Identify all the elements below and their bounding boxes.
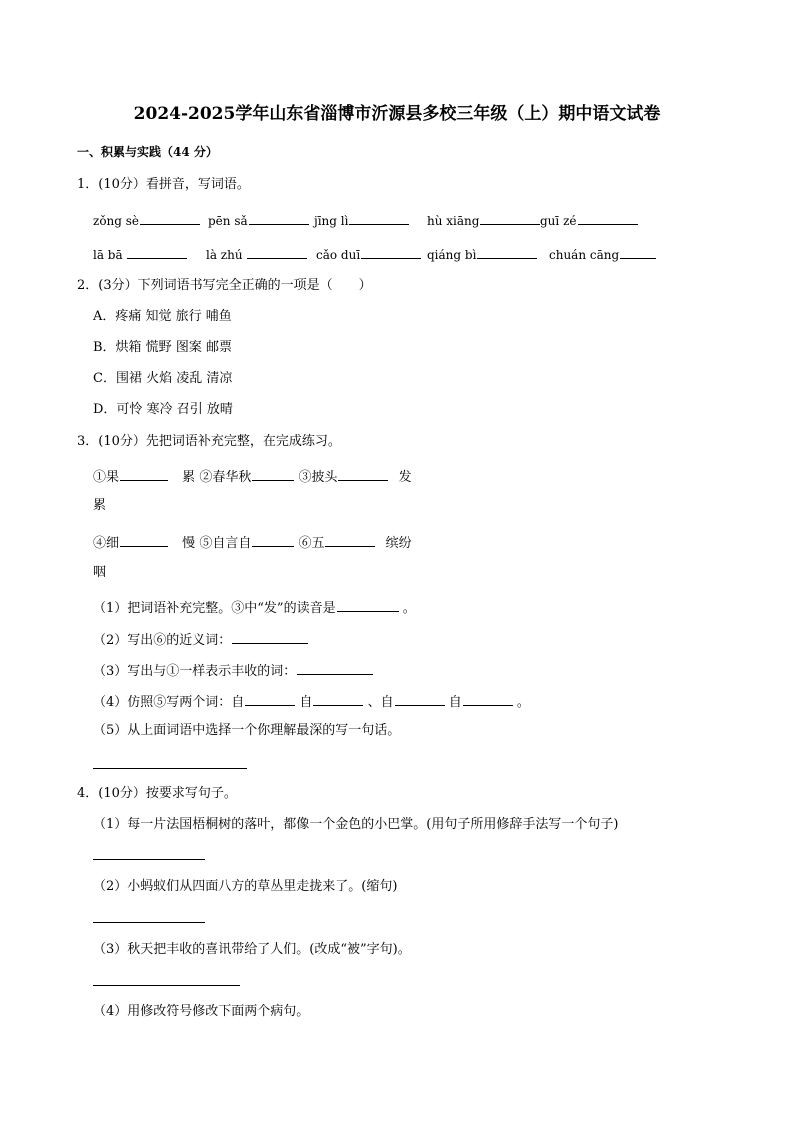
answer-line <box>93 768 247 769</box>
pinyin-item: chuán cāng <box>549 246 656 261</box>
q3-sub-4: （4）仿照⑤写两个词：自 自 、自 自 。 <box>93 695 530 710</box>
q4-sub-4: （4）用修改符号修改下面两个病句。 <box>93 1004 310 1019</box>
pinyin-item: jīng lì <box>314 212 409 227</box>
section-heading: 一、积累与实践（44 分） <box>77 145 218 159</box>
option-a: A．疼痛 知觉 旅行 哺鱼 <box>93 309 232 324</box>
question-1-stem: 1．(10分）看拼音，写词语。 <box>77 177 250 192</box>
pinyin-item: là zhú <box>206 246 307 261</box>
q3-sub-2: （2）写出⑥的近义词： <box>93 631 308 647</box>
pinyin-item: guī zé <box>540 212 638 227</box>
answer-line <box>93 859 205 860</box>
question-4-stem: 4．(10分）按要求写句子。 <box>77 786 237 801</box>
idiom-line-1: ①果 累 ②春华秋 ③披头 发 <box>93 470 412 485</box>
q3-sub-5: （5）从上面词语中选择一个你理解最深的写一句话。 <box>93 723 401 738</box>
answer-line <box>93 922 205 923</box>
pinyin-item: zǒng sè <box>93 212 200 227</box>
pinyin-item: pēn sǎ <box>208 212 309 227</box>
q4-sub-2: （2）小蚂蚁们从四面八方的草丛里走拢来了。(缩句) <box>93 879 398 894</box>
page-title: 2024-2025学年山东省淄博市沂源县多校三年级（上）期中语文试卷 <box>133 104 661 124</box>
pinyin-item: lā bā <box>93 246 187 261</box>
question-3-stem: 3．(10分）先把词语补充完整，在完成练习。 <box>77 434 341 449</box>
idiom-line-2-wrap: 咽 <box>93 565 107 580</box>
idiom-line-2: ④细 慢 ⑤自言自 ⑥五 缤纷 <box>93 536 412 551</box>
question-2-stem: 2．(3分）下列词语书写完全正确的一项是（ ） <box>77 278 372 293</box>
pinyin-item: hù xiāng <box>427 212 540 227</box>
q4-sub-3: （3）秋天把丰收的喜讯带给了人们。(改成“被”字句)。 <box>93 942 411 957</box>
q3-sub-1: （1）把词语补充完整。③中“发”的读音是 。 <box>93 601 416 616</box>
option-d: D．可怜 寒冷 召引 放晴 <box>93 402 233 417</box>
q3-sub-3: （3）写出与①一样表示丰收的词： <box>93 662 373 678</box>
idiom-line-1-wrap: 累 <box>93 498 107 513</box>
option-c: C．围裙 火焰 凌乱 清凉 <box>93 371 233 386</box>
option-b: B．烘箱 慌野 图案 邮票 <box>93 340 232 355</box>
pinyin-item: qiáng bì <box>427 246 537 261</box>
pinyin-item: cǎo duī <box>316 246 421 261</box>
answer-line <box>93 985 240 986</box>
q4-sub-1: （1）每一片法国梧桐树的落叶，都像一个金色的小巴掌。(用句子所用修辞手法写一个句子) <box>93 817 619 832</box>
